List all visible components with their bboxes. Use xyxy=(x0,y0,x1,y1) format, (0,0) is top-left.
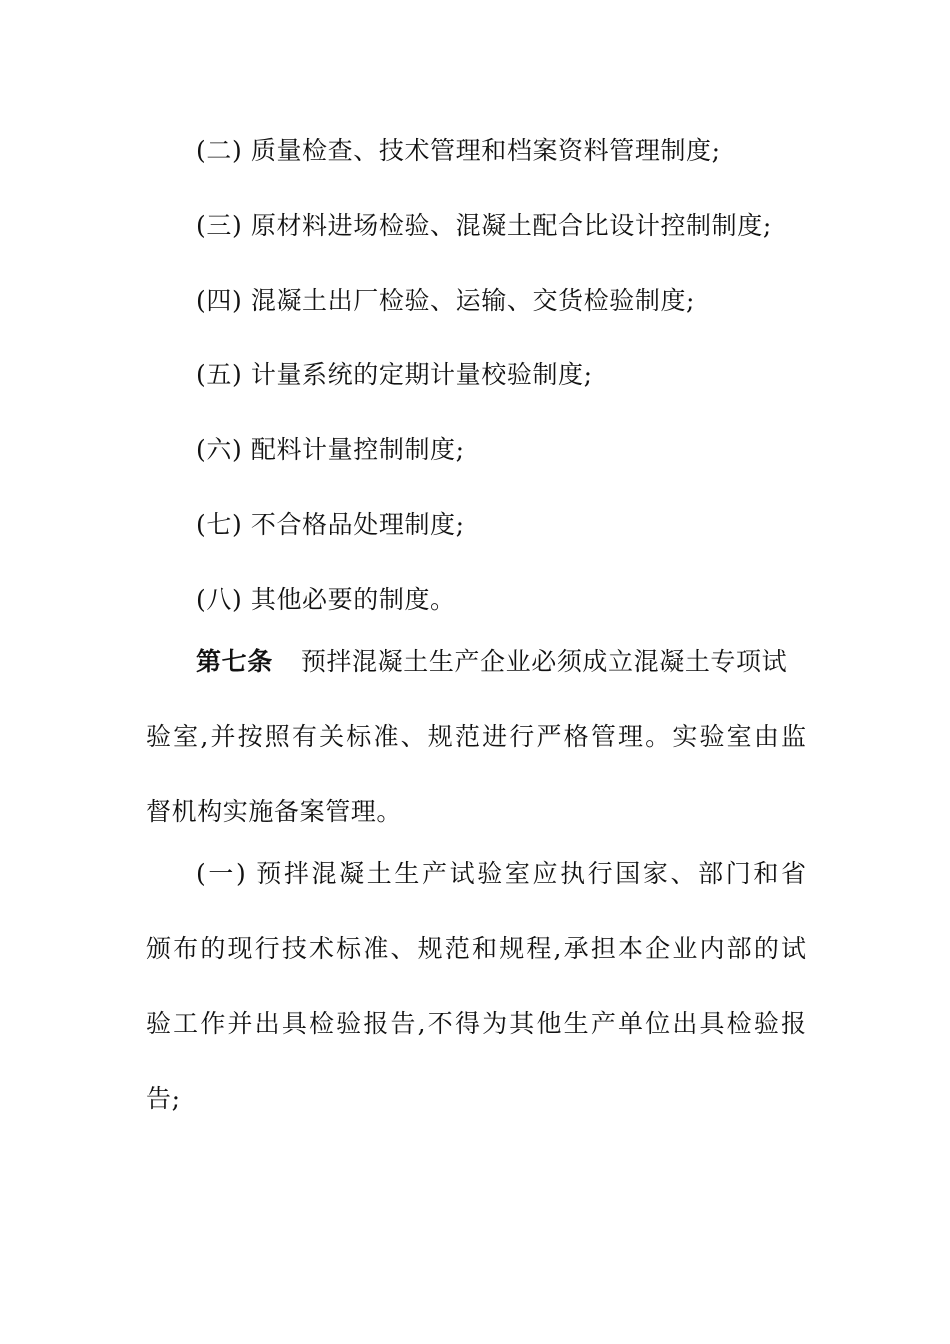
article-line: 验室,并按照有关标准、规范进行严格管理。实验室由监 xyxy=(146,722,806,751)
list-item: (六) 配料计量控制制度; xyxy=(196,435,465,464)
list-item: (七) 不合格品处理制度; xyxy=(196,510,465,539)
article-text: 预拌混凝土生产企业必须成立混凝土专项试 xyxy=(300,647,788,676)
sub-item-line: 验工作并出具检验报告,不得为其他生产单位出具检验报 xyxy=(146,1009,806,1038)
article-heading: 第七条 xyxy=(196,647,273,676)
list-item: (八) 其他必要的制度。 xyxy=(196,585,456,614)
sub-item-line: 颁布的现行技术标准、规范和规程,承担本企业内部的试 xyxy=(146,934,806,963)
list-item: (三) 原材料进场检验、混凝土配合比设计控制制度; xyxy=(196,211,772,240)
list-item: (二) 质量检查、技术管理和档案资料管理制度; xyxy=(196,136,721,165)
sub-item-line: (一) 预拌混凝土生产试验室应执行国家、部门和省 xyxy=(196,859,806,888)
article-first-line xyxy=(196,645,806,679)
list-item: (四) 混凝土出厂检验、运输、交货检验制度; xyxy=(196,286,696,315)
article-line: 督机构实施备案管理。 xyxy=(146,797,403,826)
sub-item-line: 告; xyxy=(146,1084,181,1113)
list-item: (五) 计量系统的定期计量校验制度; xyxy=(196,360,593,389)
